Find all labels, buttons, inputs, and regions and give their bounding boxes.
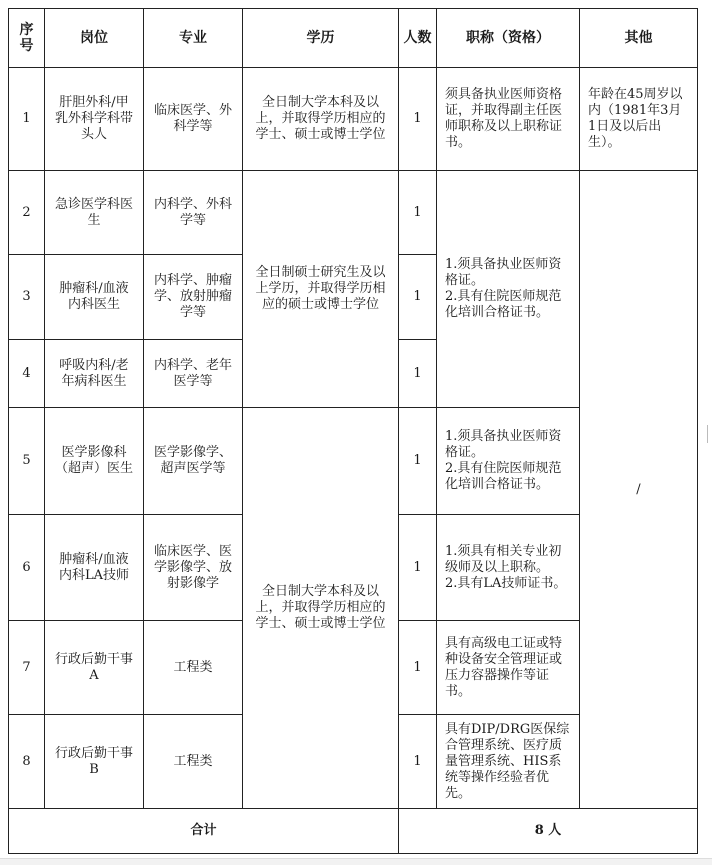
cell-seq: 2 [9,171,45,255]
cell-count: 1 [399,255,437,340]
recruitment-table [8,8,698,854]
cell-count: 1 [399,340,437,408]
cell-post: 肿瘤科/血液内科医生 [45,255,144,340]
recruitment-table-container [8,8,698,854]
cell-post: 行政后勤干事A [45,621,144,715]
header-other: 其他 [580,9,698,68]
cell-seq: 3 [9,255,45,340]
cell-seq: 5 [9,408,45,515]
cell-post: 行政后勤干事B [45,715,144,809]
cell-major: 内科学、老年医学等 [144,340,243,408]
cell-major: 内科学、肿瘤学、放射肿瘤学等 [144,255,243,340]
cell-post: 肿瘤科/血液内科LA技师 [45,515,144,621]
cell-seq: 6 [9,515,45,621]
total-label: 合计 [9,809,399,854]
cell-count: 1 [399,68,437,171]
cell-post: 肝胆外科/甲乳外科学科带头人 [45,68,144,171]
header-post: 岗位 [45,9,144,68]
header-row [9,9,698,68]
cell-post: 医学影像科（超声）医生 [45,408,144,515]
cell-count: 1 [399,515,437,621]
cell-major: 临床医学、外科学等 [144,68,243,171]
cell-major: 工程类 [144,715,243,809]
cell-edu: 全日制大学本科及以上，并取得学历相应的学士、硕士或博士学位 [243,68,399,171]
cell-major: 临床医学、医学影像学、放射影像学 [144,515,243,621]
header-seq: 序号 [9,9,45,68]
cell-seq: 7 [9,621,45,715]
cell-seq: 1 [9,68,45,171]
header-title: 职称（资格） [437,9,580,68]
cell-count: 1 [399,408,437,515]
cell-major: 内科学、外科学等 [144,171,243,255]
header-count: 人数 [399,9,437,68]
cell-title: 1.须具备执业医师资格证。 2.具有住院医师规范化培训合格证书。 [437,408,580,515]
cell-count: 1 [399,621,437,715]
table-row [9,68,698,171]
total-row [9,809,698,854]
cell-title: 1.须具有相关专业初级师及以上职称。 2.具有LA技师证书。 [437,515,580,621]
cell-post: 急诊医学科医生 [45,171,144,255]
cell-other: 年龄在45周岁以内（1981年3月1日及以后出生）。 [580,68,698,171]
total-value: 8 人 [399,809,698,854]
cell-title: 具有高级电工证或特种设备安全管理证或压力容器操作等证书。 [437,621,580,715]
cell-seq: 8 [9,715,45,809]
cell-seq: 4 [9,340,45,408]
scroll-edge-handle[interactable] [707,425,712,443]
cell-title-merged: 1.须具备执业医师资格证。 2.具有住院医师规范化培训合格证书。 [437,171,580,408]
cell-title: 须具备执业医师资格证，并取得副主任医师职称及以上职称证书。 [437,68,580,171]
cell-count: 1 [399,715,437,809]
cell-title: 具有DIP/DRG医保综合管理系统、医疗质量管理系统、HIS系统等操作经验者优先。 [437,715,580,809]
cell-edu-merged: 全日制硕士研究生及以上学历，并取得学历相应的硕士或博士学位 [243,171,399,408]
header-major: 专业 [144,9,243,68]
cell-other-merged: / [580,171,698,809]
cell-major: 医学影像学、超声医学等 [144,408,243,515]
table-row [9,171,698,255]
bottom-scroll-strip[interactable] [0,858,712,865]
cell-post: 呼吸内科/老年病科医生 [45,340,144,408]
cell-major: 工程类 [144,621,243,715]
cell-edu-merged: 全日制大学本科及以上，并取得学历相应的学士、硕士或博士学位 [243,408,399,809]
cell-count: 1 [399,171,437,255]
header-edu: 学历 [243,9,399,68]
